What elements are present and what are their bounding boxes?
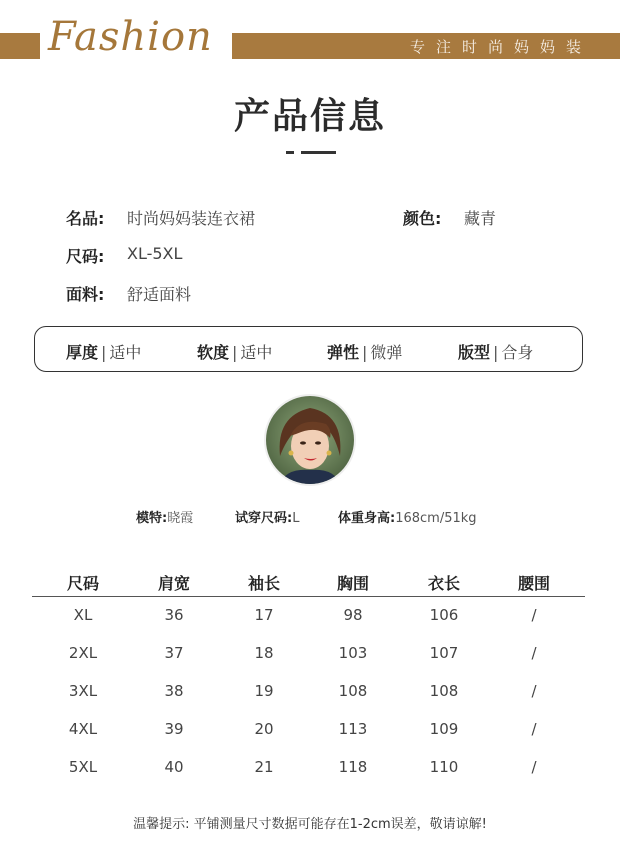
title-decoration-dash xyxy=(286,151,294,154)
product-color-value: 藏青 xyxy=(464,209,497,228)
product-size-value: XL-5XL xyxy=(127,244,183,263)
table-cell: 18 xyxy=(254,644,274,662)
model-avatar xyxy=(266,396,354,484)
table-cell: 21 xyxy=(254,758,274,776)
attribute-box xyxy=(34,326,583,372)
table-cell: 20 xyxy=(254,720,274,738)
size-table-divider xyxy=(32,596,585,597)
table-cell: / xyxy=(531,720,537,738)
product-name-value: 时尚妈妈装连衣裙 xyxy=(127,209,256,228)
footer-note: 温馨提示: 平铺测量尺寸数据可能存在1-2cm误差，敬请谅解! xyxy=(133,817,487,832)
table-cell: 110 xyxy=(429,758,459,776)
table-cell: 109 xyxy=(429,720,459,738)
size-table-header-sleeve: 袖长 xyxy=(247,574,281,593)
table-cell: 108 xyxy=(429,682,459,700)
title-decoration-line xyxy=(301,151,336,154)
table-cell: 17 xyxy=(254,606,274,624)
size-table-header-bust: 胸围 xyxy=(336,574,370,593)
model-trial-size xyxy=(235,507,299,526)
table-cell: XL xyxy=(73,606,93,624)
table-cell: 40 xyxy=(164,758,184,776)
table-cell: 19 xyxy=(254,682,274,700)
table-cell: 39 xyxy=(164,720,184,738)
model-body-stats-label: 体重身高: xyxy=(338,511,396,526)
model-name-value: 晓霞 xyxy=(167,511,194,526)
header-accent-bar-right xyxy=(232,33,620,59)
section-title: 产品信息 xyxy=(233,96,386,137)
table-cell: / xyxy=(531,758,537,776)
product-color-label: 颜色: xyxy=(403,209,442,228)
product-name-label: 名品: xyxy=(66,209,105,228)
size-table-header-shoulder: 肩宽 xyxy=(157,574,191,593)
model-trial-size-label: 试穿尺码: xyxy=(235,511,293,526)
attribute-elasticity: 弹性 | 微弹 xyxy=(327,343,403,362)
table-cell: / xyxy=(531,644,537,662)
table-cell: 98 xyxy=(343,606,363,624)
product-fabric-value: 舒适面料 xyxy=(127,285,192,304)
attribute-thickness-value: 适中 xyxy=(109,343,142,362)
table-cell: 38 xyxy=(164,682,184,700)
product-size-label: 尺码: xyxy=(66,247,105,266)
header-accent-bar-left xyxy=(0,33,40,59)
attribute-fit: 版型 | 合身 xyxy=(458,343,534,362)
attribute-softness: 软度 | 适中 xyxy=(197,343,273,362)
table-cell: / xyxy=(531,606,537,624)
attribute-thickness-label: 厚度 xyxy=(66,343,99,362)
table-cell: 3XL xyxy=(68,682,98,700)
attribute-elasticity-label: 弹性 xyxy=(327,343,360,362)
attribute-softness-value: 适中 xyxy=(240,343,273,362)
attribute-softness-label: 软度 xyxy=(197,343,230,362)
table-cell: 108 xyxy=(338,682,368,700)
model-body-stats xyxy=(338,507,477,526)
table-cell: 103 xyxy=(338,644,368,662)
size-table-header-size: 尺码 xyxy=(66,574,100,593)
product-fabric-label: 面料: xyxy=(66,285,105,304)
size-table-header-waist: 腰围 xyxy=(517,574,551,593)
table-cell: 37 xyxy=(164,644,184,662)
model-name xyxy=(136,507,193,526)
model-body-stats-value: 168cm/51kg xyxy=(395,511,477,526)
attribute-elasticity-value: 微弹 xyxy=(370,343,403,362)
table-cell: / xyxy=(531,682,537,700)
model-name-label: 模特: xyxy=(136,511,168,526)
table-cell: 118 xyxy=(338,758,368,776)
attribute-fit-value: 合身 xyxy=(501,343,534,362)
table-cell: 2XL xyxy=(68,644,98,662)
table-cell: 106 xyxy=(429,606,459,624)
table-cell: 36 xyxy=(164,606,184,624)
attribute-thickness: 厚度 | 适中 xyxy=(66,343,142,362)
table-cell: 107 xyxy=(429,644,459,662)
attribute-fit-label: 版型 xyxy=(458,343,491,362)
size-table-header-length: 衣长 xyxy=(427,574,461,593)
brand-logo: Fashion xyxy=(48,14,213,60)
header-tagline: 专注时尚妈妈装 xyxy=(409,38,592,56)
table-cell: 5XL xyxy=(68,758,98,776)
table-cell: 4XL xyxy=(68,720,98,738)
model-trial-size-value: L xyxy=(292,511,300,526)
table-cell: 113 xyxy=(338,720,368,738)
